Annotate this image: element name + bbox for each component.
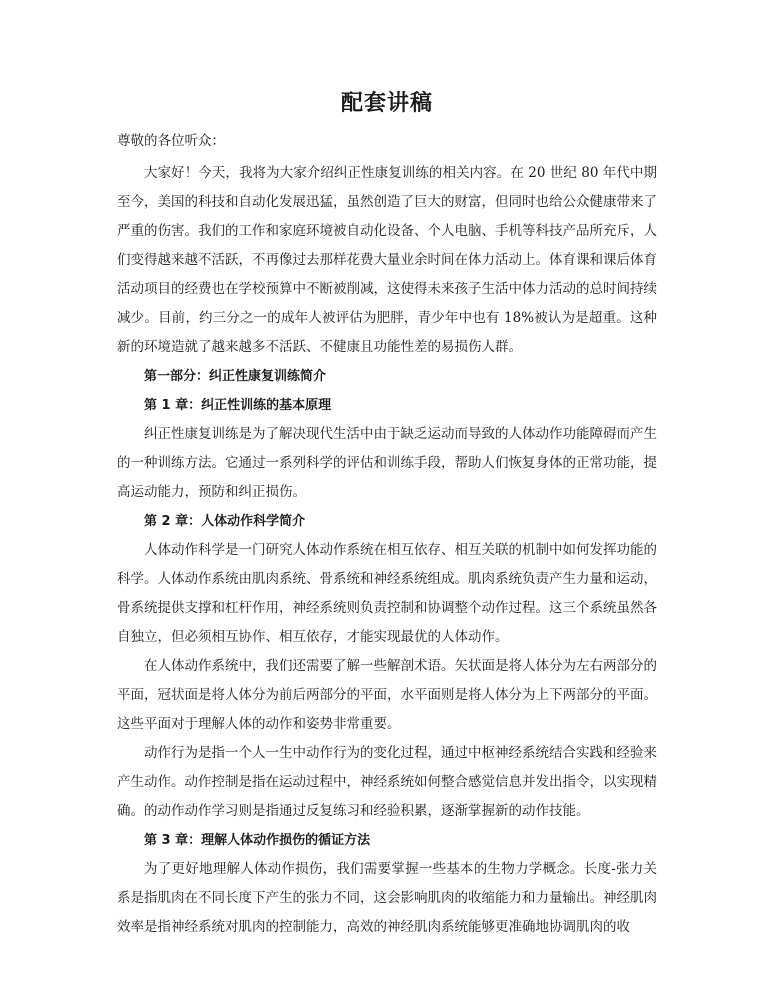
chapter-heading: 第 3 章：理解人体动作损伤的循证方法 [144, 833, 371, 848]
intro-paragraph: 大家好！今天，我将为大家介绍纠正性康复训练的相关内容。在 20 世纪 80 年代中期至今，美国的科技和自动化发展迅猛，虽然创造了巨大的财富，但同时也给公众健康带来了严重的伤害。我们的工作和家庭环境被自动化设备、个人电脑、手机等科技产品所充斥，人们变得越来越不活跃，不再像过去那样花费大量业余时间在体力活动上。体育课和课后体育活动项目的经费也在学校预算中不断被削减，这使得未来孩子生活中体力活动的总时间持续减少。目前，约三分之一的成年人被评估为肥胖，青少年中也有 18%被认为是超重。这种新的环境造就了越来越多不活跃、不健康且功能性差的易损伤人群。 [117, 165, 657, 355]
body-paragraph: 动作行为是指一个人一生中动作行为的变化过程，通过中枢神经系统结合实践和经验来产生动作。动作控制是指在运动过程中，神经系统如何整合感觉信息并发出指令，以实现精确。的动作动作学习则是指通过反复练习和经验积累，逐渐掌握新的动作技能。 [117, 745, 657, 819]
salutation: 尊敬的各位听众： [117, 133, 225, 149]
chapter-heading: 第 1 章：纠正性训练的基本原理 [144, 398, 332, 413]
body-paragraph: 在人体动作系统中，我们还需要了解一些解剖术语。矢状面是将人体分为左右两部分的平面，冠状面是将人体分为前后两部分的平面，水平面则是将人体分为上下两部分的平面。这些平面对于理解人体的动作和姿势非常重要。 [117, 658, 657, 732]
chapter-heading: 第 2 章：人体动作科学简介 [144, 514, 306, 529]
body-paragraph: 为了更好地理解人体动作损伤，我们需要掌握一些基本的生物力学概念。长度-张力关系是指肌肉在不同长度下产生的张力不同，这会影响肌肉的收缩能力和力量输出。神经肌肉效率是指神经系统对肌肉的控制能力，高效的神经肌肉系统能够更准确地协调肌肉的收 [117, 861, 657, 935]
document-page [117, 88, 657, 942]
body-paragraph: 人体动作科学是一门研究人体动作系统在相互依存、相互关联的机制中如何发挥功能的科学。人体动作系统由肌肉系统、骨系统和神经系统组成。肌肉系统负责产生力量和运动，骨系统提供支撑和杠杆作用，神经系统则负责控制和协调整个动作过程。这三个系统虽然各自独立，但必须相互协作、相互依存，才能实现最优的人体动作。 [117, 542, 657, 645]
part-heading: 第一部分：纠正性康复训练简介 [144, 369, 327, 384]
body-paragraph: 纠正性康复训练是为了解决现代生活中由于缺乏运动而导致的人体动作功能障碍而产生的一种训练方法。它通过一系列科学的评估和训练手段，帮助人们恢复身体的正常功能，提高运动能力，预防和纠正损伤。 [117, 426, 657, 500]
document-title: 配套讲稿 [340, 90, 433, 116]
